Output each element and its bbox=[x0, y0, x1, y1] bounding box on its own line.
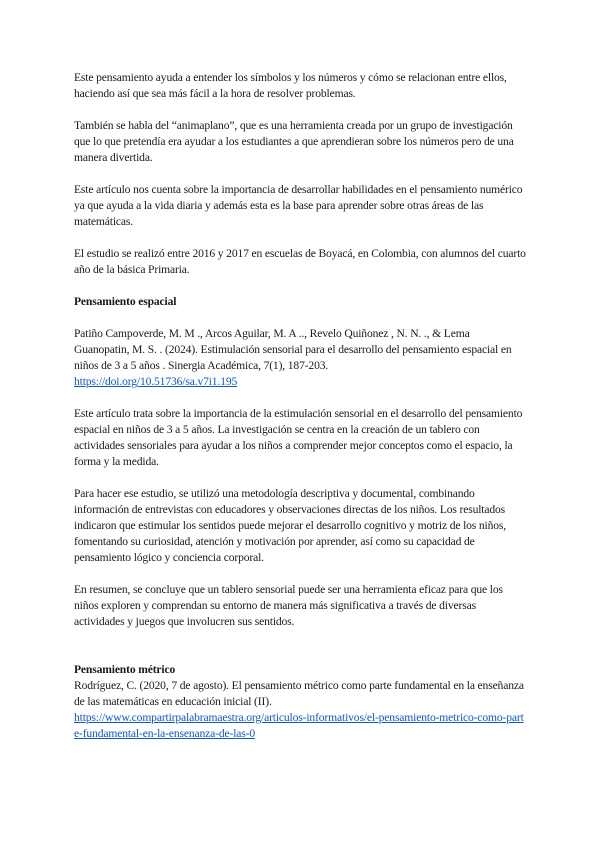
metric-article-link[interactable]: https://www.compartirpalabramaestra.org/articulos-informativos/el-pensamiento-metrico-como-parte-fundamental-en-la-ensenanza-de-las-0 bbox=[74, 711, 524, 740]
paragraph-summary: En resumen, se concluye que un tablero sensorial puede ser una herramienta eficaz para que los niños exploren y comprendan su entorno de manera más significativa a través de diversas actividades y juegos que involucren sus sentidos. bbox=[74, 583, 503, 628]
paragraph-animaplano: También se habla del “animaplano”, que es una herramienta creada por un grupo de investigación que lo que pretendía era ayudar a los estudiantes a que aprendieran sobre los números pero de una manera divertida. bbox=[74, 119, 514, 164]
paragraph-symbols: Este pensamiento ayuda a entender los símbolos y los números y cómo se relacionan entre ellos, haciendo así que sea más fácil a la hora de resolver problemas. bbox=[74, 71, 507, 100]
paragraph-importance: Este artículo nos cuenta sobre la importancia de desarrollar habilidades en el pensamiento numérico ya que ayuda a la vida diaria y además esta es la base para aprender sobre otras áreas de las matemáticas. bbox=[74, 183, 523, 228]
doi-link[interactable]: https://doi.org/10.51736/sa.v7i1.195 bbox=[74, 375, 238, 388]
heading-spatial-thinking: Pensamiento espacial bbox=[74, 295, 177, 308]
document-page bbox=[74, 70, 526, 742]
paragraph-sensorial-importance: Este artículo trata sobre la importancia de la estimulación sensorial en el desarrollo del pensamiento espacial en niños de 3 a 5 años. La investigación se centra en la creación de un tablero con actividades sensoriales para ayudar a los niños a comprender mejor conceptos como el espacio, la forma y la medida. bbox=[74, 407, 523, 468]
reference-spatial: Patiño Campoverde, M. M ., Arcos Aguilar, M. A .., Revelo Quiñonez , N. N. ., & Lema Guanopatin, M. S. . (2024). Estimulación sensorial para el desarrollo del pensamiento espacial en niños de 3 a 5 años . Sinergia Académica, 7(1), 187-203. bbox=[74, 327, 512, 372]
paragraph-methodology: Para hacer ese estudio, se utilizó una metodología descriptiva y documental, combinando información de entrevistas con educadores y observaciones directas de los niños. Los resultados indicaron que estimular los sentidos puede mejorar el desarrollo cognitivo y motriz de los niños, fomentando su curiosidad, atención y motivación por aprender, así como su capacidad de pensamiento lógico y conciencia corporal. bbox=[74, 487, 507, 564]
heading-metric-thinking: Pensamiento métrico bbox=[74, 663, 176, 676]
reference-metric: Rodríguez, C. (2020, 7 de agosto). El pensamiento métrico como parte fundamental en la enseñanza de las matemáticas en educación inicial (II). bbox=[74, 679, 524, 708]
blank-line bbox=[74, 646, 526, 662]
paragraph-study: El estudio se realizó entre 2016 y 2017 en escuelas de Boyacá, en Colombia, con alumnos del cuarto año de la básica Primaria. bbox=[74, 247, 526, 276]
